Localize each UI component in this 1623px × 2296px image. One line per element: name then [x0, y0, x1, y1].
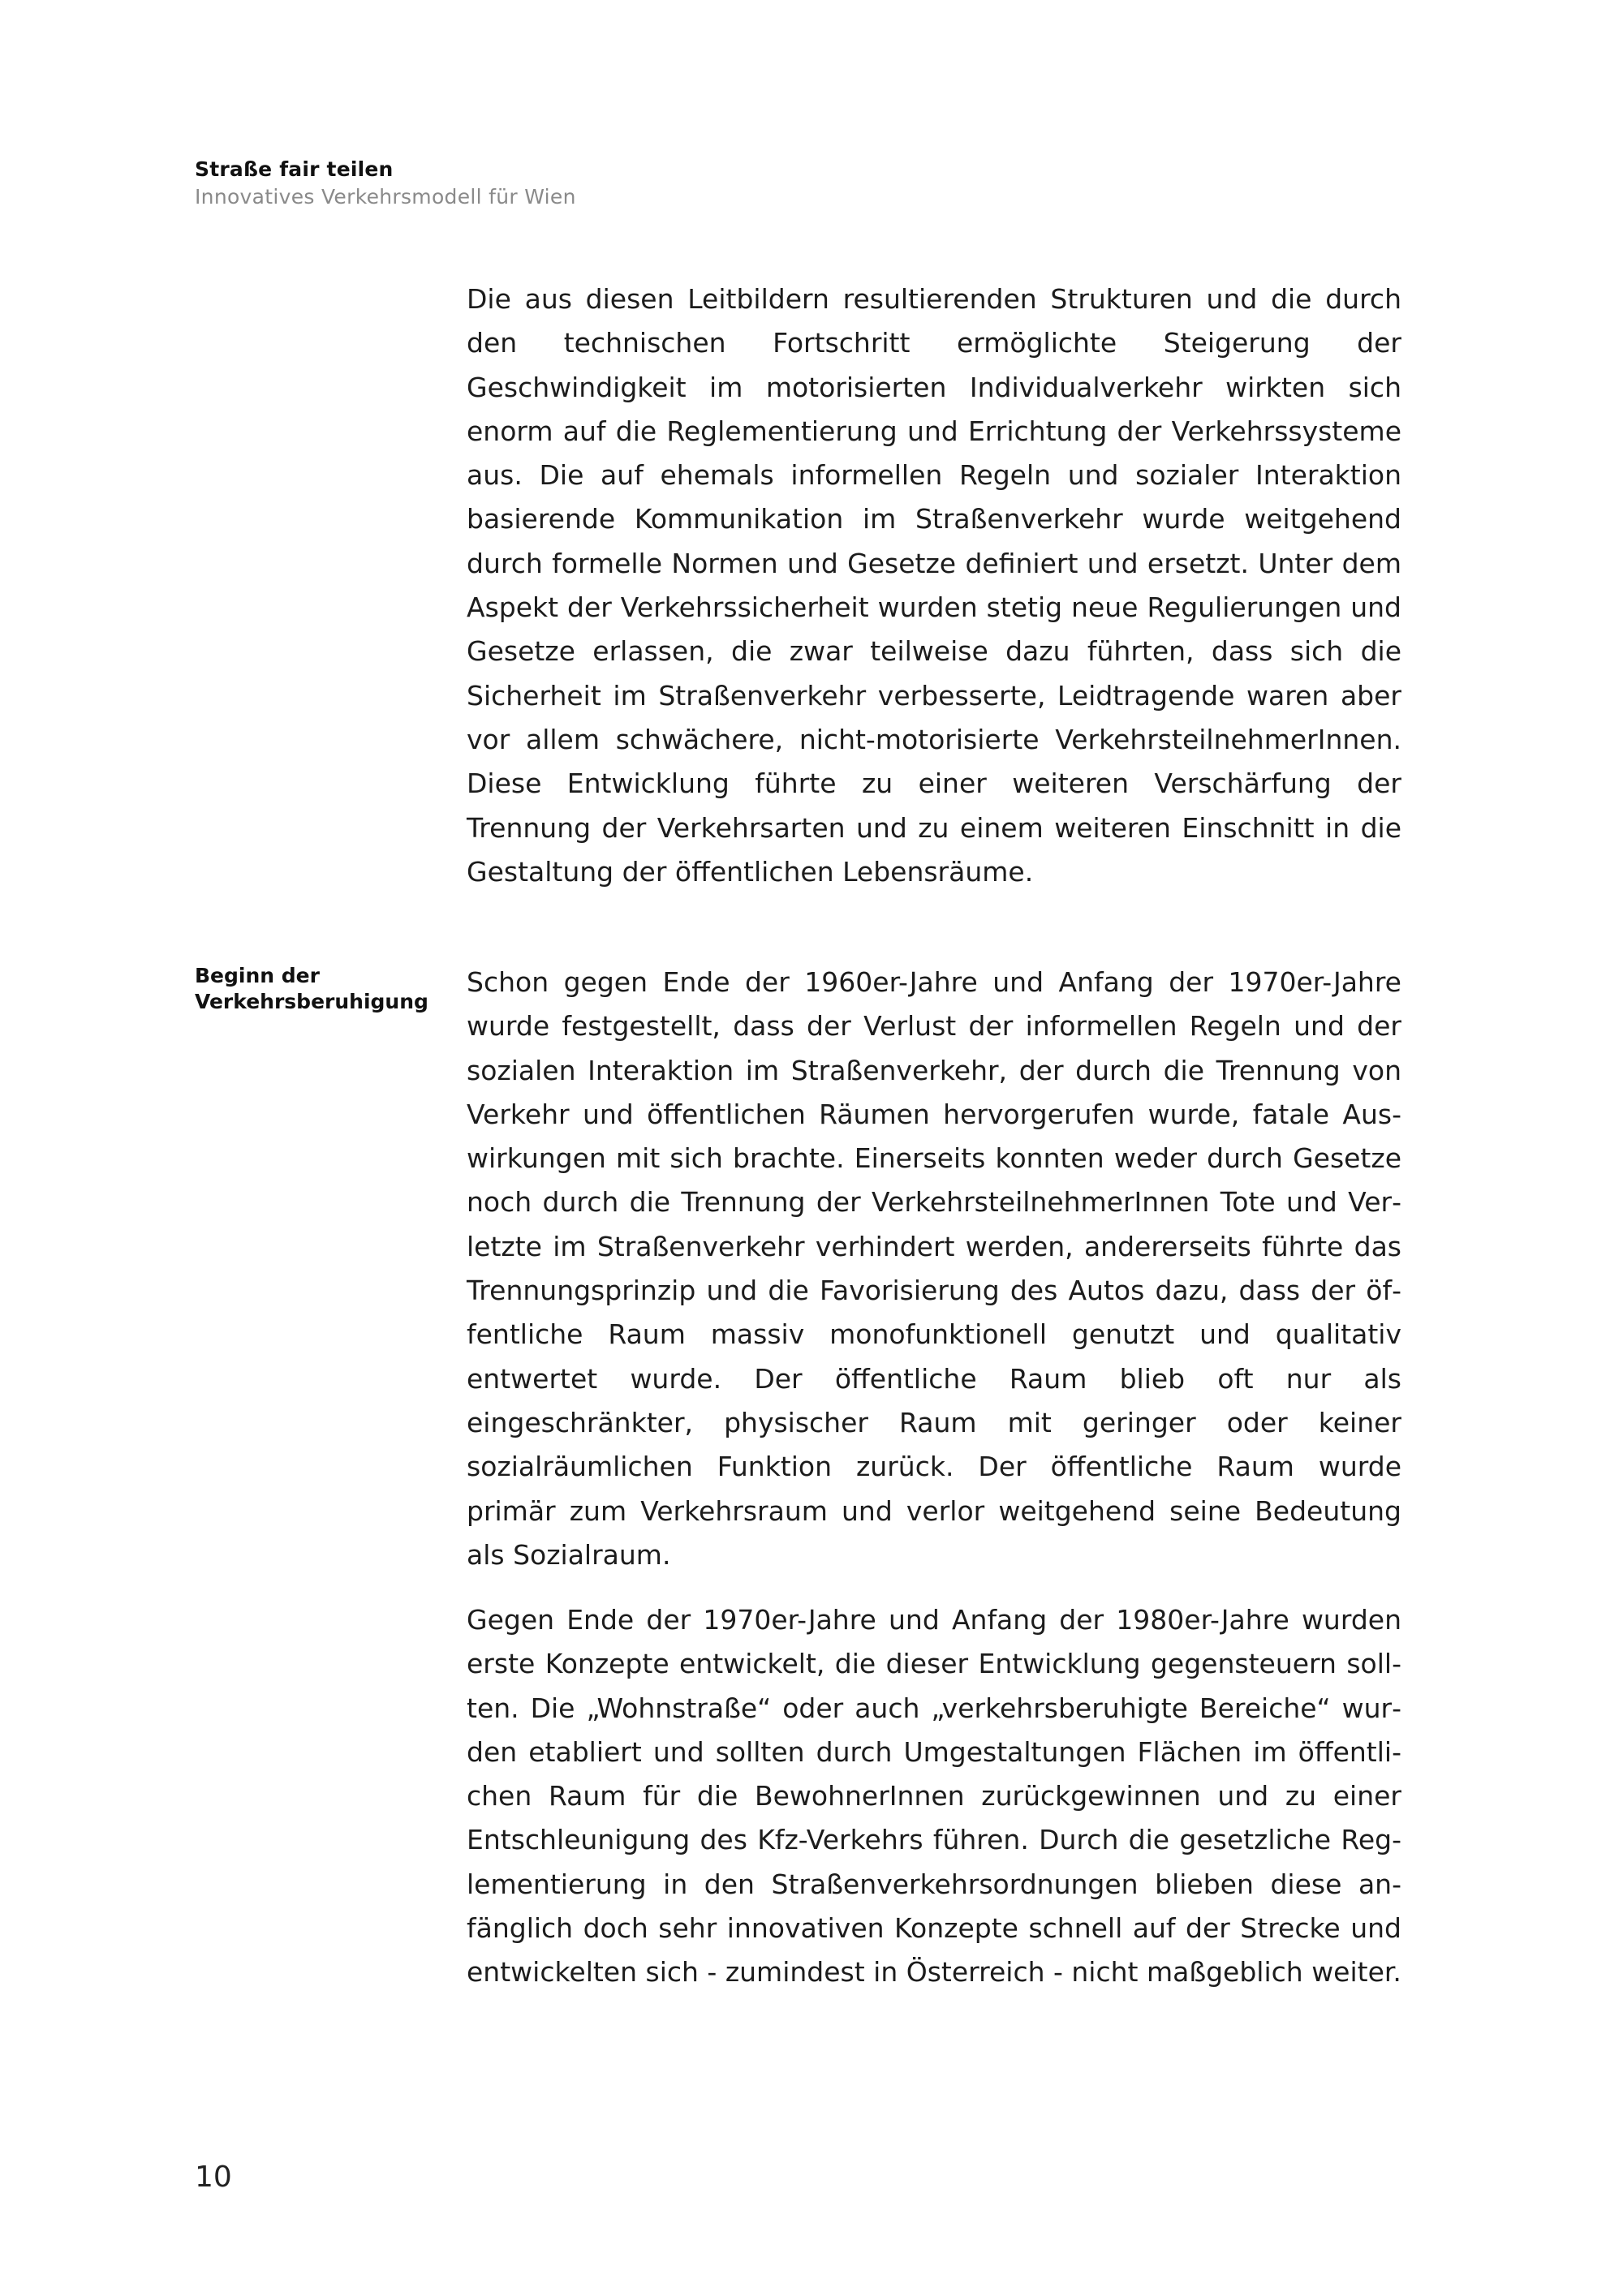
paragraph-beginn-verkehrsberuhigung: Schon gegen Ende der 1960er-Jahre und Anfang der 1970er-Jahre wurde festgestellt, dass der Verlust der informellen Regeln und der sozialen Interaktion im Straßenverkehr, der durch die Trennung von Verkehr und öffentlichen Räumen hervorgerufen wurde, fatale Auswirkungen mit sich brachte. Einerseits konnten weder durch Gesetze noch durch die Trennung der VerkehrsteilnehmerInnen Tote und Verletzte im Straßenverkehr verhindert werden, andererseits führte das Trennungsprinzip und die Favorisierung des Autos dazu, dass der öffentliche Raum massiv monofunktionell genutzt und qualitativ entwertet wurde. Der öffentliche Raum blieb oft nur als eingeschränkter, physischer Raum mit geringer oder keiner sozialräumlichen Funktion zurück. Der öffentliche Raum wurde primär zum Verkehrsraum und verlor weitgehend seine Bedeutung als Sozialraum.: [467, 966, 1401, 1571]
section-heading-line: Beginn der: [195, 964, 320, 987]
paragraph-wohnstrasse: Gegen Ende der 1970er-Jahre und Anfang der 1980er-Jahre wurden erste Konzepte entwickelt, die dieser Entwicklung gegensteuern sollten. Die „Wohnstraße“ oder auch „verkehrsberuhigte Bereiche“ wurden etabliert und sollten durch Umgestaltungen Flächen im öffentlichen Raum für die BewohnerInnen zurückgewinnen und zu einer Entschleunigung des Kfz-Verkehrs führen. Durch die gesetzliche Reglementierung in den Straßenverkehrsordnungen blieben diese anfänglich doch sehr innovativen Konzepte schnell auf der Strecke und entwickelten sich - zumindest in Österreich - nicht maßgeblich weiter.: [467, 1604, 1401, 1989]
document-title: Straße fair teilen: [195, 157, 394, 181]
paragraph-leitbilder: Die aus diesen Leitbildern resultierenden Strukturen und die durch den technischen Fortschritt ermöglichte Steigerung der Geschwindigkeit im motorisierten Individualverkehr wirkten sich enorm auf die Reglementierung und Errichtung der Verkehrssysteme aus. Die auf ehemals informellen Regeln und sozialer Interaktion basierende Kommunikation im Straßenverkehr wurde weitgehend durch formelle Normen und Gesetze definiert und ersetzt. Unter dem Aspekt der Verkehrssicherheit wurden stetig neue Regulierungen und Gesetze erlassen, die zwar teilweise dazu führten, dass sich die Sicherheit im Straßenverkehr verbesserte, Leidtragende waren aber vor allem schwächere, nicht-motorisierte VerkehrsteilnehmerInnen. Diese Entwicklung führte zu einer weiteren Verschärfung der Trennung der Verkehrsarten und zu einem weiteren Einschnitt in die Gestaltung der öffentlichen Lebensräume.: [467, 283, 1401, 888]
section-heading-line: Verkehrsberuhigung: [195, 990, 428, 1013]
section-heading-verkehrsberuhigung: [195, 963, 438, 1015]
running-header: [195, 156, 1006, 211]
document-subtitle: Innovatives Verkehrsmodell für Wien: [195, 185, 576, 209]
page-number: 10: [195, 2161, 232, 2194]
